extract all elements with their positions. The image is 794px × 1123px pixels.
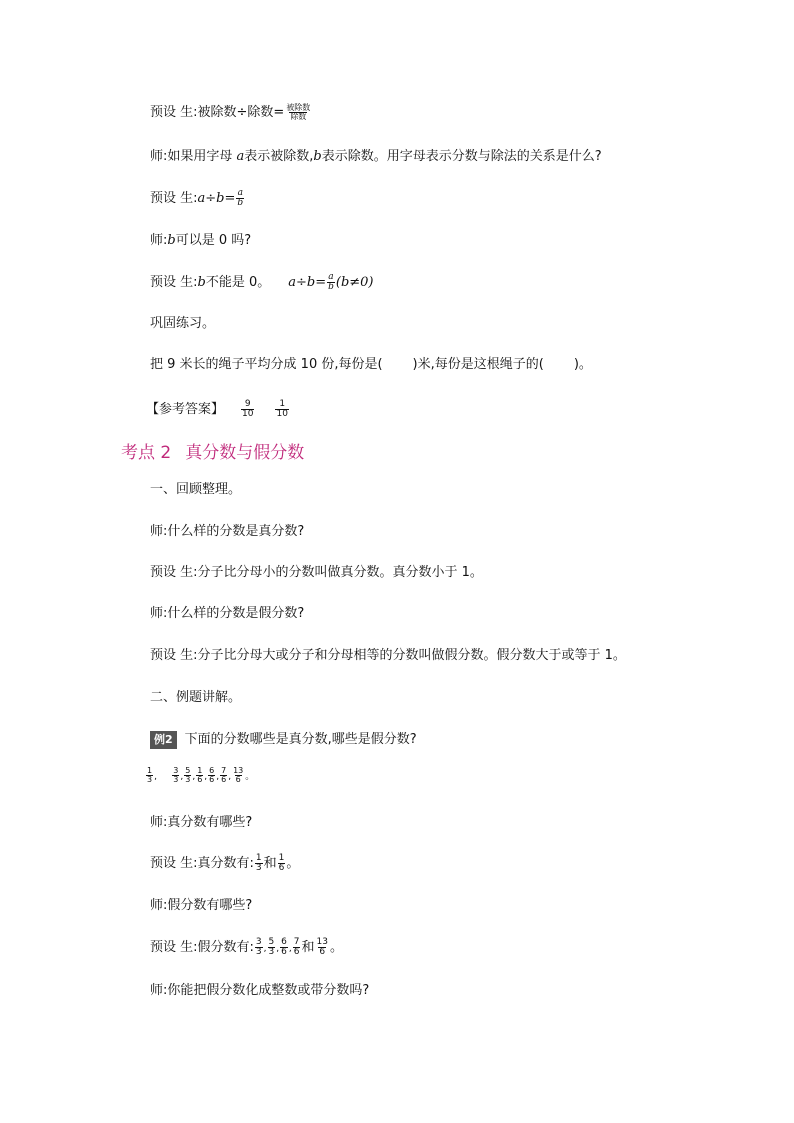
fraction-numerator: 7	[221, 766, 227, 775]
heading-number: 考点 2	[121, 443, 172, 463]
fraction-item	[172, 767, 179, 784]
preset-answer-proper: 预设 生:分子比分母小的分数叫做真分数。真分数小于 1。	[150, 565, 483, 580]
fraction-numerator: 1	[255, 853, 262, 863]
answer-fraction-1	[241, 400, 254, 419]
preset-line-dividend-divisor	[150, 104, 312, 121]
teacher-question-proper: 师:什么样的分数是真分数?	[150, 524, 305, 539]
line-prefix: 预设 生:被除数÷除数=	[150, 105, 285, 120]
fraction-denominator: 6	[209, 775, 215, 784]
fraction-denominator: 6	[235, 775, 241, 784]
fraction-item	[255, 938, 263, 957]
fraction-item	[268, 938, 276, 957]
example-2	[150, 731, 417, 749]
fraction-item	[255, 854, 263, 873]
fraction-item	[146, 767, 153, 784]
fraction-numerator: 5	[185, 766, 191, 775]
text-segment: 可以是 0 吗?	[175, 233, 252, 248]
variable-b: b	[313, 149, 322, 164]
fraction-denominator: 3	[268, 947, 275, 957]
fraction-item	[315, 938, 328, 957]
example-badge: 例2	[150, 731, 177, 749]
text-segment: 不能是 0。	[205, 275, 271, 290]
fraction-numerator: 13	[316, 937, 328, 947]
fraction-item	[196, 767, 203, 784]
fraction-denominator: 3	[255, 947, 262, 957]
teacher-question-letters	[150, 149, 602, 165]
fraction-numerator: 1	[279, 399, 286, 409]
fraction-denominator: 6	[319, 947, 326, 957]
text-segment: 师:如果用字母	[150, 149, 237, 164]
preset-answer-which-proper	[150, 854, 299, 873]
fraction-item	[278, 854, 286, 873]
variable-b: b	[197, 275, 206, 290]
condition: (b≠0)	[335, 275, 374, 290]
example-text: 下面的分数哪些是真分数,哪些是假分数?	[184, 732, 417, 747]
fraction-a-over-b	[236, 189, 244, 208]
teacher-question-convert: 师:你能把假分数化成整数或带分数吗?	[150, 983, 370, 998]
line-prefix: 预设 生:假分数有:	[150, 940, 254, 955]
answer-fraction-2	[275, 400, 288, 419]
fraction-numerator: 3	[173, 766, 179, 775]
text-segment: )米,每份是这根绳子的(	[412, 357, 544, 372]
teacher-question-which-improper: 师:假分数有哪些?	[150, 898, 253, 913]
text-segment: 把 9 米长的绳子平均分成 10 份,每份是(	[150, 357, 383, 372]
fraction-numerator: 7	[293, 937, 300, 947]
teacher-question-which-proper: 师:真分数有哪些?	[150, 815, 253, 830]
line-prefix: 预设 生:真分数有:	[150, 856, 254, 871]
fraction-item	[208, 767, 215, 784]
practice-question	[150, 357, 592, 373]
fraction-denominator: 10	[242, 409, 254, 419]
fraction-denominator: 3	[173, 775, 179, 784]
conjunction: 和	[263, 856, 277, 871]
fraction-numerator: a	[328, 272, 334, 282]
sentence-end: 。	[286, 856, 300, 871]
fraction-item	[232, 767, 244, 784]
fraction-denominator: 6	[281, 947, 287, 957]
fraction-item	[280, 938, 288, 957]
teacher-question-b-zero	[150, 233, 251, 249]
line-prefix: 预设 生:	[150, 191, 198, 206]
fraction-denominator: b	[328, 282, 334, 292]
fraction-denominator: 3	[147, 775, 153, 784]
fraction-item	[293, 938, 301, 957]
fraction-denominator: 除数	[290, 112, 307, 121]
answer-label: 【参考答案】	[146, 402, 225, 417]
fraction-denominator: 6	[293, 947, 300, 957]
text-segment: )。	[573, 357, 592, 372]
text-segment: 表示除数。用字母表示分数与除法的关系是什么?	[321, 149, 602, 164]
fraction-numerator: 6	[209, 766, 215, 775]
fraction-numerator: 1	[147, 766, 153, 775]
fraction-denominator: 3	[255, 863, 262, 873]
practice-heading: 巩固练习。	[150, 316, 216, 331]
heading-title: 真分数与假分数	[185, 443, 305, 463]
text-segment: 表示被除数,	[244, 149, 314, 164]
reference-answer	[146, 400, 290, 419]
fraction-list: $\frac{1}{3}$ , $\frac{3}{3}$ , $\frac{5}{3}$ , $\frac{1}{6}$ , $\frac{6}{6}$ , $\frac{7}{6}$ , $\frac{13}{6}$ 。	[147, 766, 255, 784]
expression: a÷b=	[288, 275, 327, 290]
fraction-denominator: 6	[278, 863, 285, 873]
preset-answer-improper: 预设 生:分子比分母大或分子和分母相等的分数叫做假分数。假分数大于或等于 1。	[150, 648, 626, 663]
section-heading	[121, 438, 304, 463]
list-end: 。	[245, 772, 255, 782]
fraction-dividend-over-divisor	[285, 104, 311, 121]
fraction-item	[220, 767, 227, 784]
sentence-end: 。	[329, 940, 343, 955]
variable-b: b	[167, 233, 176, 248]
expression: a÷b=	[197, 191, 236, 206]
fraction-numerator: 1	[197, 766, 203, 775]
line-prefix: 预设 生:	[150, 275, 198, 290]
fraction-denominator: 10	[276, 409, 288, 419]
fraction-numerator: 1	[278, 853, 285, 863]
fraction-numerator: 3	[255, 937, 262, 947]
fraction-denominator: 6	[221, 775, 227, 784]
fraction-denominator: 3	[185, 775, 191, 784]
fraction-denominator: b	[237, 198, 244, 208]
example-explanation-heading: 二、例题讲解。	[150, 690, 242, 705]
fraction-a-over-b	[327, 273, 335, 292]
fraction-numerator: 6	[281, 937, 287, 947]
teacher-question-improper: 师:什么样的分数是假分数?	[150, 606, 305, 621]
preset-line-b-not-zero	[150, 273, 374, 292]
preset-line-a-div-b	[150, 189, 245, 208]
conjunction: 和	[301, 940, 315, 955]
text-segment: 师:	[150, 233, 168, 248]
preset-answer-which-improper: 预设 生:假分数有: $\frac{3}{3}$ , $\frac{5}{3}$ , $\frac{6}{6}$ , $\frac{7}{6}$ 和 $\frac{13}{6}$ 。	[150, 937, 343, 957]
fraction-numerator: 13	[233, 766, 244, 775]
fraction-denominator: 6	[197, 775, 203, 784]
fraction-numerator: 9	[244, 399, 251, 409]
fraction-numerator: a	[237, 188, 243, 198]
fraction-numerator: 5	[268, 937, 275, 947]
review-heading: 一、回顾整理。	[150, 482, 242, 497]
fraction-numerator: 被除数	[286, 103, 311, 112]
fraction-item	[184, 767, 191, 784]
variable-a: a	[236, 149, 245, 164]
